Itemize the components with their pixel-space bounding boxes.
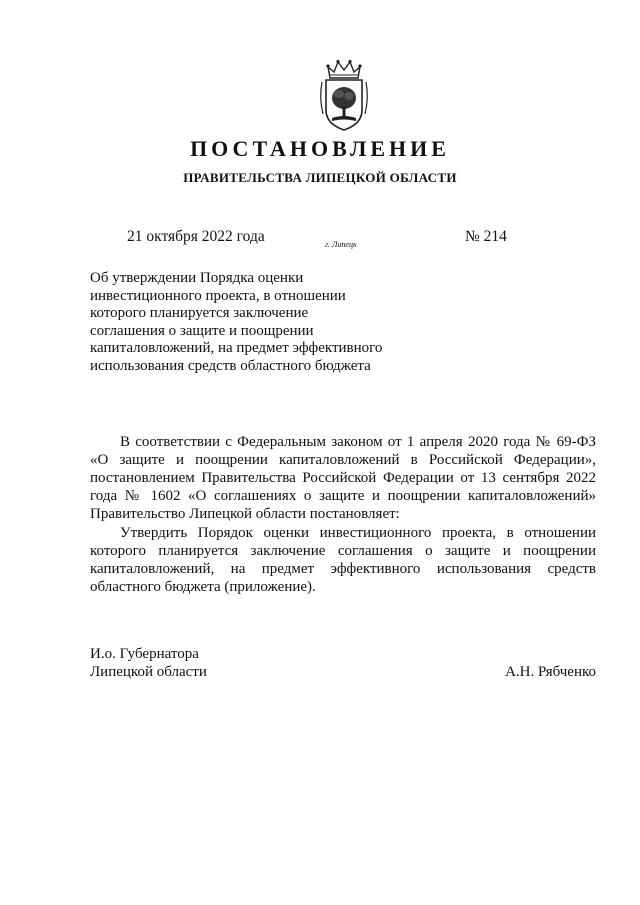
lipetsk-coat-of-arms-icon [316,58,372,134]
body-paragraph-resolution: Утвердить Порядок оценки инвестиционного проекта, в отношении которого планируется заключение соглашения о защите и поощрении капиталовложений, на предмет эффективного использования средств областного бюджета (приложение). [90,525,596,595]
subject-line: инвестиционного проекта, в отношении [90,287,346,304]
subject-line: соглашения о защите и поощрении [90,322,314,339]
signer-position-line: И.о. Губернатора [90,646,199,662]
body-paragraph-preamble: В соответствии с Федеральным законом от 1 апреля 2020 года № 69-ФЗ «О защите и поощрении капиталовложений в Российской Федерации», постановлением Правительства Российской Федерации от 13 сентября 2022 года № 1602 «О соглашениях о защите и поощрении капиталовложений» Правительство Липецкой области постановляет: [90,434,596,522]
subject-line: Об утверждении Порядка оценки [90,270,304,286]
subject-line: капиталовложений, на предмет эффективного [90,340,383,357]
document-place: г. Липецк [325,240,357,249]
document-number: № 214 [465,228,507,245]
document-title: ПОСТАНОВЛЕНИЕ [190,136,450,161]
subject-line: использования средств областного бюджета [90,357,371,374]
signer-position-line: Липецкой области [90,664,207,680]
document-issuer: ПРАВИТЕЛЬСТВА ЛИПЕЦКОЙ ОБЛАСТИ [183,170,457,185]
document-date: 21 октября 2022 года [127,228,265,245]
document-subject [90,270,400,376]
subject-line: которого планируется заключение [90,305,309,322]
signer-name: А.Н. Рябченко [505,664,596,680]
signer-position [90,645,207,681]
